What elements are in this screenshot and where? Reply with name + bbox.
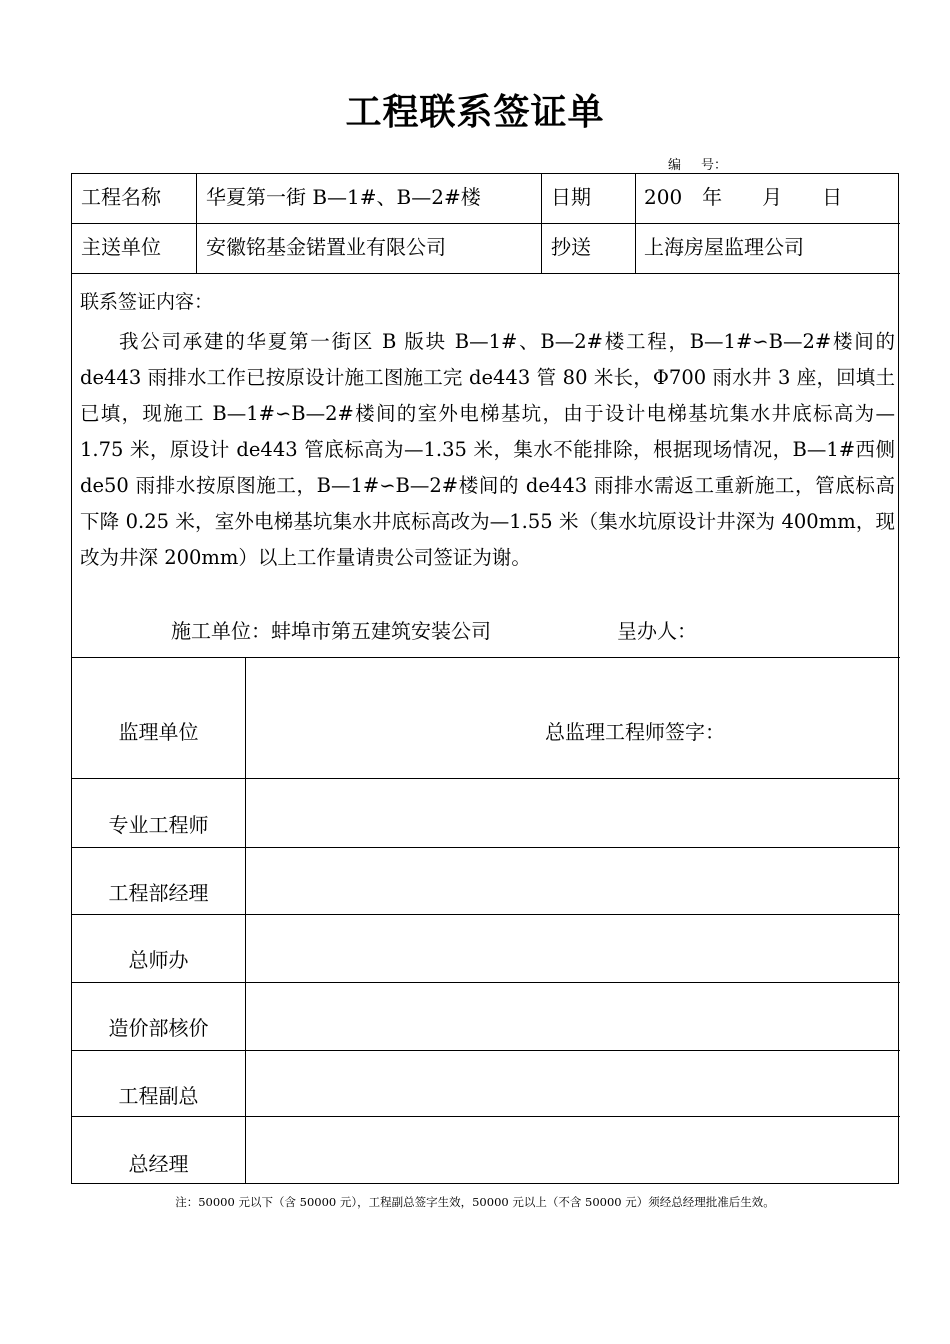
project-name-value: 华夏第一街 B—1#、B—2#楼 — [206, 185, 481, 209]
contractor-unit: 施工单位：蚌埠市第五建筑安装公司 — [171, 619, 491, 643]
footnote: 注：50000 元以下（含 50000 元），工程副总签字生效，50000 元以上（不含 50000 元）须经总经理批准后生效。 — [175, 1195, 775, 1209]
content-body: 我公司承建的华夏第一街区 B 版块 B—1#、B—2#楼工程，B—1#∽B—2#楼间的 de443 雨排水工作已按原设计施工图施工完 de443 管 80 米长，Φ700 雨水井 3 座，回填土已填，现施工 B—1#∽B—2#楼间的室外电梯基坑，由于设计电梯基坑集水井底标高为—1.75 米，原设计 de443 管底标高为—1.35 米，集水不能排除，根据现场情况，B—1#西侧 de50 雨排水按原图施工，B—1#∽B—2#楼间的 de443 雨排水需返工重新施工，管底标高下降 0.25 米，室外电梯基坑集水井底标高改为—1.55 米（集水坑原设计井深为 400mm，现改为井深 200mm）以上工作量请贵公司签证为谢。 — [80, 330, 895, 569]
cc-label: 抄送 — [551, 235, 591, 259]
row-divider — [71, 657, 900, 658]
row-divider — [71, 1116, 900, 1117]
cost-check-label: 造价部核价 — [108, 1016, 209, 1040]
dept-manager-label: 工程部经理 — [108, 881, 209, 905]
handler-label: 呈办人： — [617, 619, 697, 643]
number-label-2: 号： — [701, 158, 728, 173]
column-divider — [635, 174, 636, 273]
date-value: 200 年 月 日 — [644, 185, 843, 209]
sender-value: 安徽铭基金锘置业有限公司 — [206, 235, 446, 259]
chief-office-label: 总师办 — [128, 948, 189, 972]
gm-label: 总经理 — [128, 1152, 189, 1176]
row-divider — [71, 778, 900, 779]
vp-label: 工程副总 — [118, 1084, 199, 1108]
date-label: 日期 — [551, 185, 591, 209]
row-divider — [71, 982, 900, 983]
number-label-1: 编 — [668, 158, 682, 173]
cc-value: 上海房屋监理公司 — [644, 235, 804, 259]
row-divider — [71, 1050, 900, 1051]
column-divider — [541, 174, 542, 273]
document-title: 工程联系签证单 — [345, 91, 605, 133]
column-divider — [196, 174, 197, 273]
content-heading: 联系签证内容： — [80, 291, 214, 313]
supervisor-signature-label: 总监理工程师签字： — [545, 720, 725, 744]
row-divider — [71, 847, 900, 848]
row-divider — [71, 273, 900, 274]
column-divider — [245, 657, 246, 1184]
project-name-label: 工程名称 — [81, 185, 161, 209]
engineer-label: 专业工程师 — [108, 813, 209, 837]
sender-label: 主送单位 — [81, 235, 161, 259]
supervisor-label: 监理单位 — [118, 720, 199, 744]
row-divider — [71, 914, 900, 915]
document-number-label — [668, 154, 727, 173]
